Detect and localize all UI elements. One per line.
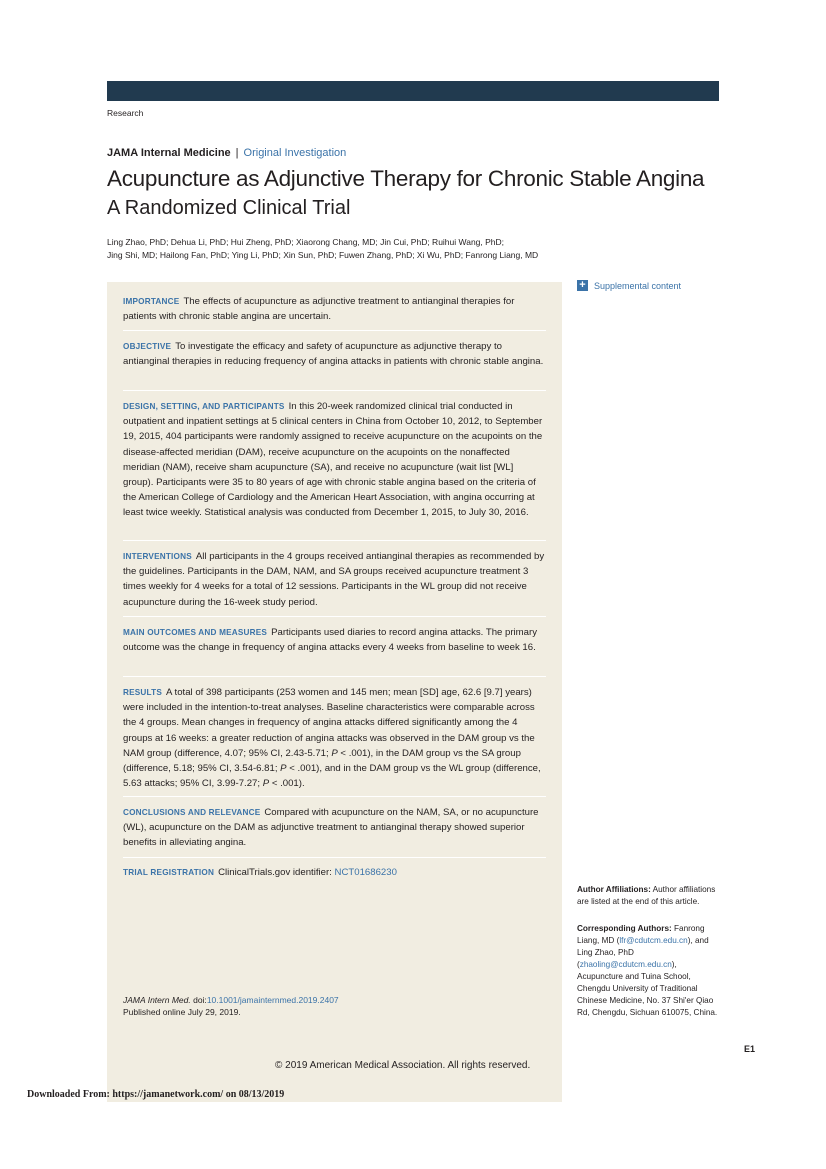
- corresponding-text-2: ), and Ling Zhao, PhD (: [577, 936, 709, 969]
- abstract-divider: [123, 616, 546, 617]
- author-affiliations: [577, 884, 722, 908]
- abstract-divider: [123, 676, 546, 677]
- abstract-design: [123, 399, 546, 521]
- results-text-2: < .001), in the DAM group vs the SA group (difference, 5.18; 95% CI, 3.54-6.81;: [123, 747, 521, 775]
- interventions-text: All participants in the 4 groups received antianginal therapies as recommended by the guidelines. Participants in the DAM, NAM, and SA groups received acupuncture treatment 3 times weekly for 4 weeks for a total of 12 sessions. Participants in the WL group did not receive acupuncture during the 16-week study period.: [123, 551, 545, 608]
- trial-id-link[interactable]: NCT01686230: [334, 867, 397, 878]
- abstract-divider: [123, 330, 546, 331]
- abstract-interventions: [123, 549, 546, 610]
- author-line-1: Ling Zhao, PhD; Dehua Li, PhD; Hui Zheng, PhD; Xiaorong Chang, MD; Jin Cui, PhD; Ruihui Wang, PhD;: [107, 237, 505, 247]
- affiliations-label: Author Affiliations:: [577, 885, 651, 894]
- abstract-divider: [123, 796, 546, 797]
- citation: [123, 994, 339, 1018]
- author-line-2: Jing Shi, MD; Hailong Fan, PhD; Ying Li, PhD; Xin Sun, PhD; Fuwen Zhang, PhD; Xi Wu, PhD; Fanrong Liang, MD: [107, 250, 539, 260]
- objective-text: To investigate the efficacy and safety of acupuncture as adjunctive therapy to antianginal therapies in reducing frequency of angina attacks in patients with chronic stable angina.: [123, 341, 544, 368]
- supplemental-label: Supplemental content: [594, 280, 682, 291]
- abstract-registration: [123, 865, 546, 880]
- download-notice: Downloaded From: https://jamanetwork.com/ on 08/13/2019: [27, 1089, 285, 1100]
- results-text-1: A total of 398 participants (253 women and 145 men; mean [SD] age, 62.6 [9.7] years) were included in the intention-to-treat analyses. Baseline characteristics were comparable across the 4 groups. Mean changes in frequency of angina attacks differed significantly among the 4 groups at 16 weeks: a greater reduction of angina attacks was observed in the DAM group vs the NAM group (difference, 4.07; 95% CI, 2.43-5.71;: [123, 687, 535, 759]
- published-date: Published online July 29, 2019.: [123, 1007, 241, 1017]
- doi-link[interactable]: 10.1001/jamainternmed.2019.2407: [206, 995, 339, 1005]
- page-number: E1: [744, 1044, 756, 1054]
- abstract-divider: [123, 390, 546, 391]
- corresponding-text-3: ), Acupuncture and Tuina School, Chengdu University of Traditional Chinese Medicine, No. 37 Shi'er Qiao Rd, Chengdu, Sichuan 610075, China.: [577, 960, 718, 1017]
- conclusions-text: Compared with acupuncture on the NAM, SA, or no acupuncture (WL), acupuncture on the DAM as adjunctive treatment to antianginal therapy showed superior benefits in alleviating angina.: [123, 807, 539, 849]
- plus-icon: +: [577, 280, 588, 291]
- citation-journal: JAMA Intern Med.: [123, 995, 191, 1005]
- design-label: DESIGN, SETTING, AND PARTICIPANTS: [123, 402, 285, 411]
- abstract-divider: [123, 540, 546, 541]
- results-text-3: < .001), and in the DAM group vs the WL group (difference, 5.63 attacks; 95% CI, 3.99-7.27;: [123, 763, 541, 790]
- supplemental-content-link[interactable]: [577, 280, 681, 291]
- journal-name: JAMA Internal Medicine: [107, 147, 231, 159]
- corresponding-label: Corresponding Authors:: [577, 924, 672, 933]
- abstract-importance: [123, 294, 546, 324]
- article-title: Acupuncture as Adjunctive Therapy for Chronic Stable Angina: [107, 166, 705, 191]
- interventions-label: INTERVENTIONS: [123, 552, 192, 561]
- section-label: Research: [107, 108, 144, 118]
- abstract-divider: [123, 857, 546, 858]
- p-symbol: P: [331, 747, 338, 759]
- results-text-4: < .001).: [271, 778, 305, 790]
- journal-separator: |: [235, 147, 239, 159]
- objective-label: OBJECTIVE: [123, 342, 172, 351]
- abstract-box: [107, 282, 562, 1102]
- registration-text: ClinicalTrials.gov identifier:: [218, 867, 332, 878]
- journal-line: [107, 147, 346, 159]
- author-list: [107, 236, 577, 262]
- copyright-notice: © 2019 American Medical Association. All rights reserved.: [275, 1060, 531, 1071]
- importance-text: The effects of acupuncture as adjunctive treatment to antianginal therapies for patients with chronic stable angina are uncertain.: [123, 296, 515, 323]
- header-bar: [107, 81, 719, 101]
- p-symbol: P: [262, 778, 270, 790]
- outcomes-text: Participants used diaries to record angina attacks. The primary outcome was the change in frequency of angina attacks every 4 weeks from baseline to week 16.: [123, 627, 538, 654]
- article-subtitle: A Randomized Clinical Trial: [107, 197, 351, 219]
- conclusions-label: CONCLUSIONS AND RELEVANCE: [123, 808, 261, 817]
- p-symbol: P: [280, 763, 287, 775]
- email-link-1[interactable]: lfr@cdutcm.edu.cn: [619, 936, 688, 945]
- email-link-2[interactable]: zhaoling@cdutcm.edu.cn: [579, 960, 672, 969]
- abstract-outcomes: [123, 625, 546, 655]
- results-label: RESULTS: [123, 688, 163, 697]
- outcomes-label: MAIN OUTCOMES AND MEASURES: [123, 628, 268, 637]
- importance-label: IMPORTANCE: [123, 297, 180, 306]
- doi-prefix: doi:: [193, 995, 207, 1005]
- registration-label: TRIAL REGISTRATION: [123, 868, 215, 877]
- corresponding-authors: [577, 923, 722, 1019]
- article-type: Original Investigation: [243, 147, 347, 159]
- design-text: In this 20-week randomized clinical trial conducted in outpatient and inpatient settings at 5 clinical centers in China from October 10, 2012, to September 19, 2015, 404 participants were randomly assigned to receive acupuncture on the acupoints on the disease-affected meridian (DAM), receive acupuncture on the acupoints on the nonaffected meridian (NAM), receive sham acupuncture (SA), and receive no acupuncture (wait list [WL] group). Participants were 35 to 80 years of age with chronic stable angina based on the criteria of the American College of Cardiology and the American Heart Association, with angina occurring at least twice weekly. Statistical analysis was conducted from December 1, 2015, to July 30, 2016.: [123, 401, 543, 519]
- affiliations-text: Author affiliations are listed at the end of this article.: [577, 885, 716, 906]
- abstract-objective: [123, 339, 546, 369]
- corresponding-text-1: Fanrong Liang, MD (: [577, 924, 705, 945]
- abstract-conclusions: [123, 805, 546, 851]
- abstract-results: [123, 685, 546, 791]
